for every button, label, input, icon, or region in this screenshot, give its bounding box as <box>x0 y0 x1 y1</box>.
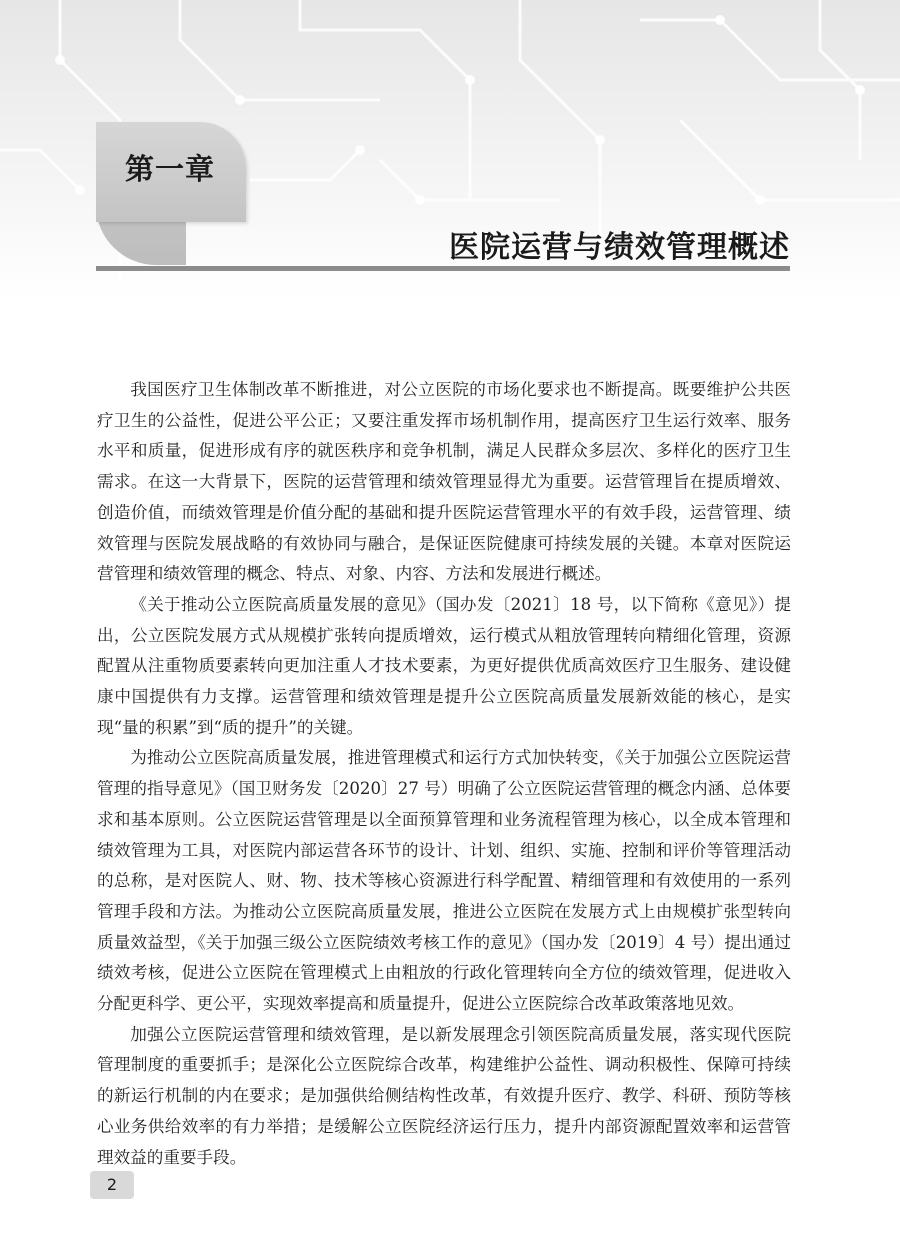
paragraph: 加强公立医院运营管理和绩效管理，是以新发展理念引领医院高质量发展，落实现代医院管理制度的重要抓手；是深化公立医院综合改革，构建维护公益性、调动积极性、保障可持续的新运行机制的内在要求；是加强供给侧结构性改革，有效提升医疗、教学、科研、预防等核心业务供给效率的有力举措；是缓解公立医院经济运行压力，提升内部资源配置效率和运营管理效益的重要手段。 <box>97 1024 791 1167</box>
chapter-title: 医院运营与绩效管理概述 <box>449 230 790 265</box>
chapter-label: 第一章 <box>125 152 216 186</box>
paragraph: 《关于推动公立医院高质量发展的意见》（国办发〔2021〕18 号，以下简称《意见》）提出，公立医院发展方式从规模扩张转向提质增效，运行模式从粗放管理转向精细化管理，资源配置从注重物质要素转向更加注重人才技术要素，为更好提供优质高效医疗卫生服务、建设健康中国提供有力支撑。运营管理和绩效管理是提升公立医院高质量发展新效能的核心，是实现“量的积累”到“质的提升”的关键。 <box>97 594 791 737</box>
page-number: 2 <box>90 1171 134 1199</box>
paragraph: 我国医疗卫生体制改革不断推进，对公立医院的市场化要求也不断提高。既要维护公共医疗卫生的公益性，促进公平公正；又要注重发挥市场机制作用，提高医疗卫生运行效率、服务水平和质量，促进形成有序的就医秩序和竞争机制，满足人民群众多层次、多样化的医疗卫生需求。在这一大背景下，医院的运营管理和绩效管理显得尤为重要。运营管理旨在提质增效、创造价值，而绩效管理是价值分配的基础和提升医院运营管理水平的有效手段，运营管理、绩效管理与医院发展战略的有效协同与融合，是保证医院健康可持续发展的关键。本章对医院运营管理和绩效管理的概念、特点、对象、内容、方法和发展进行概述。 <box>97 380 791 584</box>
body-text <box>97 375 791 1173</box>
title-divider <box>96 266 790 271</box>
paragraph: 为推动公立医院高质量发展，推进管理模式和运行方式加快转变，《关于加强公立医院运营管理的指导意见》（国卫财务发〔2020〕27 号）明确了公立医院运营管理的概念内涵、总体要求和基本原则。公立医院运营管理是以全面预算管理和业务流程管理为核心，以全成本管理和绩效管理为工具，对医院内部运营各环节的设计、计划、组织、实施、控制和评价等管理活动的总称，是对医院人、财、物、技术等核心资源进行科学配置、精细管理和有效使用的一系列管理手段和方法。为推动公立医院高质量发展，推进公立医院在发展方式上由规模扩张型转向质量效益型，《关于加强三级公立医院绩效考核工作的意见》（国办发〔2019〕4 号）提出通过绩效考核，促进公立医院在管理模式上由粗放的行政化管理转向全方位的绩效管理，促进收入分配更科学、更公平，实现效率提高和质量提升，促进公立医院综合改革政策落地见效。 <box>97 748 791 1014</box>
